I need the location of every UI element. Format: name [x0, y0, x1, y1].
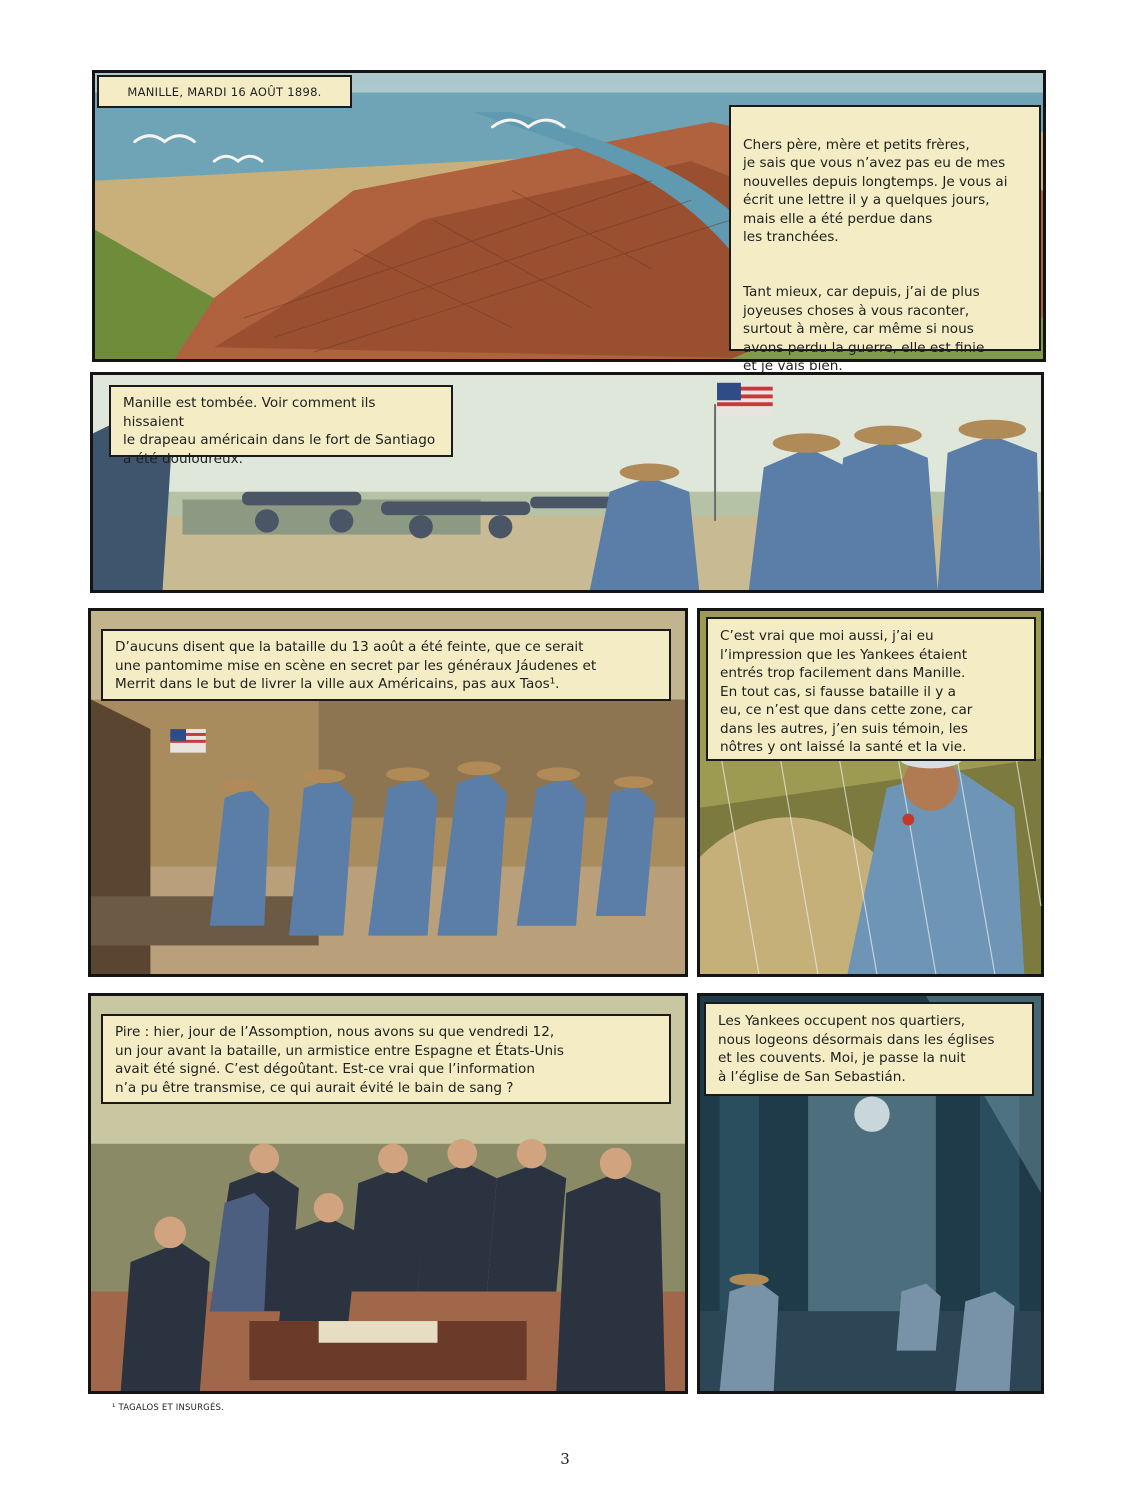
church-caption: Les Yankees occupent nos quartiers, nous logeons désormais dans les églises et les couvents. Moi, je passe la nuit à l’église de San Sebastián. [704, 1002, 1034, 1096]
footnote: ¹ TAGALOS ET INSURGÉS. [112, 1403, 225, 1413]
panel-marching-troops [88, 608, 688, 977]
flag-in-street [170, 729, 206, 753]
letter-caption-1 [729, 105, 1041, 374]
location-caption: MANILLE, MARDI 16 AOÛT 1898. [97, 75, 352, 108]
flag-caption: Manille est tombée. Voir comment ils hissaient le drapeau américain dans le fort de Santiago a été douloureux. [109, 385, 453, 457]
page-number: 3 [560, 1450, 570, 1468]
panel-fort-santiago [90, 372, 1044, 593]
letter-paragraph-1: Chers père, mère et petits frères, je sais que vous n’avez pas eu de mes nouvelles depuis longtemps. Je vous ai écrit une lettre il y a quelques jours, mais elle a été perdue dans les tranchées. [743, 136, 1008, 245]
panel-armistice-signing [88, 993, 688, 1394]
battle-rumor-caption: D’aucuns disent que la bataille du 13 août a été feinte, que ce serait une pantomime mise en scène en secret par les généraux Jáudenes et Merrit dans le but de livrer la ville aux Américains, pas aux Taos¹. [101, 629, 671, 701]
fake-battle-caption: C’est vrai que moi aussi, j’ai eu l’impression que les Yankees étaient entrés trop facilement dans Manille. En tout cas, si fausse bataille il y a eu, ce n’est que dans cette zone, car dans les autres, j’en suis témoin, les nôtres y ont laissé la santé et la vie. [706, 617, 1036, 761]
panel-wounded-soldier [697, 608, 1044, 977]
american-flag-shape [717, 383, 773, 416]
panel-san-sebastian-church [697, 993, 1044, 1394]
letter-paragraph-2: Tant mieux, car depuis, j’ai de plus joyeuses choses à vous raconter, surtout à mère, car même si nous avons perdu la guerre, elle est finie et je vais bien. [743, 284, 985, 374]
panel-manila-aerial [92, 70, 1046, 374]
armistice-caption: Pire : hier, jour de l’Assomption, nous avons su que vendredi 12, un jour avant la bataille, un armistice entre Espagne et États-Unis avait été signé. C’est dégoûtant. Est-ce vrai que l’information n’a pu être transmise, ce qui aurait évité le bain de sang ? [101, 1014, 671, 1104]
